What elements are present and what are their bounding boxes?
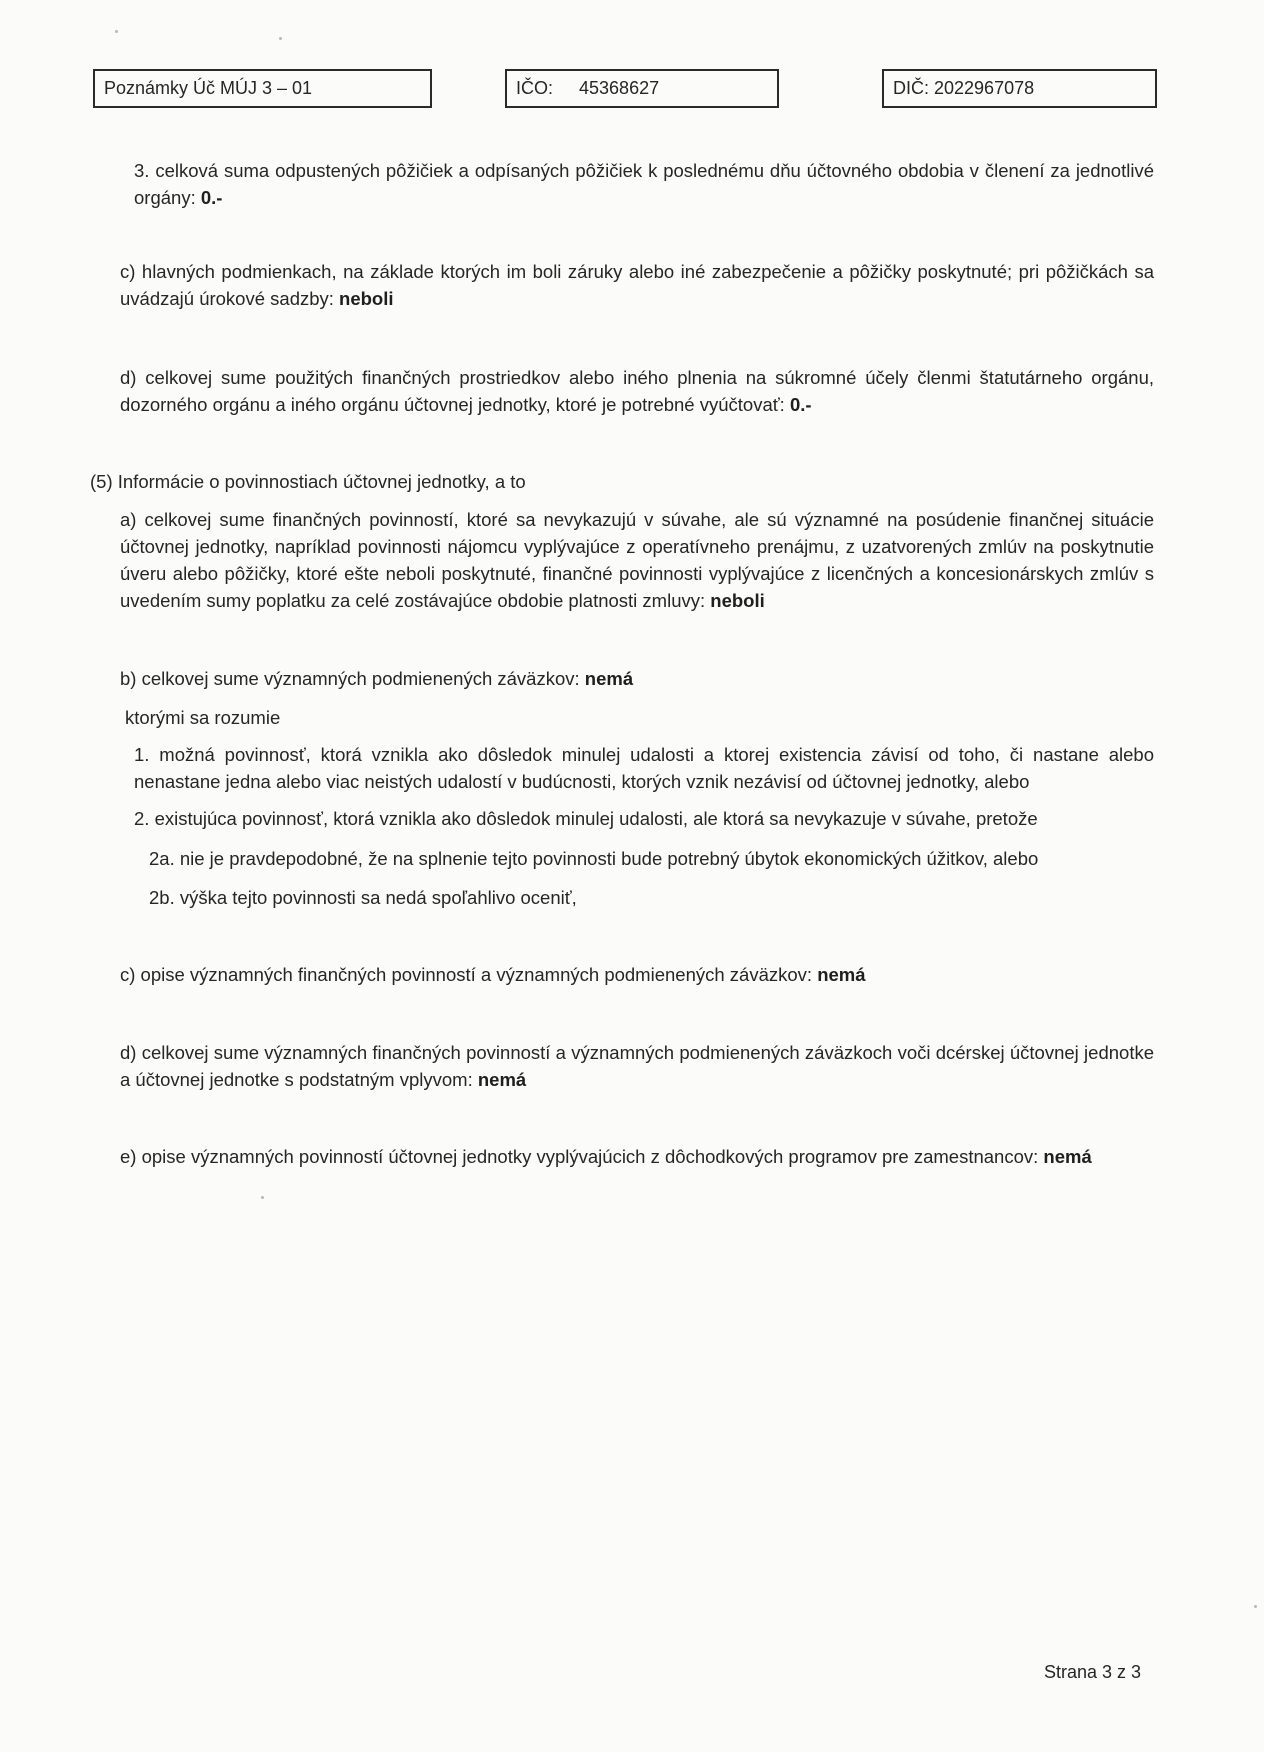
paragraph-d-private-use: d) celkovej sume použitých finančných prostriedkov alebo iného plnenia na súkromné účely členmi štatutárneho orgánu, dozorného orgánu a iného orgánu účtovnej jednotky, ktoré je potrebné vyúčtovať: 0.- [120,367,1154,415]
scan-speck [279,37,282,40]
list-item-1: 1. možná povinnosť, ktorá vznikla ako dôsledok minulej udalosti a ktorej existencia závisí od toho, či nastane alebo nenastane jedna alebo viac neistých udalostí v budúcnosti, ktorých vznik nezávisí od účtovnej jednotky, alebo [134,744,1154,792]
scan-speck [115,30,118,33]
value-5b: nemá [584,668,634,689]
header-notes: Poznámky Úč MÚJ 3 – 01 [104,78,313,98]
header-ico-label: IČO: [516,78,554,98]
paragraph-3: 3. celková suma odpustených pôžičiek a odpísaných pôžičiek k poslednému dňu účtovného obdobia v členení za jednotlivé orgány: 0.- [134,160,1154,208]
value-5c: nemá [817,964,866,985]
value-d: 0.- [789,394,812,415]
section-5-heading: (5) Informácie o povinnostiach účtovnej jednotky, a to [90,471,526,492]
header-dic-box [882,69,1157,108]
list-item-2b: 2b. výška tejto povinnosti sa nedá spoľahlivo oceniť, [149,887,577,908]
paragraph-5c: c) opise významných finančných povinností a významných podmienených záväzkov: nemá [120,964,866,985]
list-item-2: 2. existujúca povinnosť, ktorá vznikla ako dôsledok minulej udalosti, ale ktorá sa nevykazuje v súvahe, pretože [134,808,1038,829]
header-dic: DIČ: 2022967078 [893,78,1035,98]
paragraph-c-conditions: c) hlavných podmienkach, na základe ktorých im boli záruky alebo iné zabezpečenie a pôžičky poskytnuté; pri pôžičkách sa uvádzajú úrokové sadzby: neboli [120,261,1154,309]
value-3: 0.- [200,187,223,208]
value-5e: nemá [1043,1146,1092,1167]
paragraph-5b-sub: ktorými sa rozumie [125,707,281,728]
header-ico-value: 45368627 [579,78,660,98]
value-5d: nemá [477,1069,527,1090]
header-ico-box [505,69,779,108]
scan-speck [1254,1605,1257,1608]
list-item-2a: 2a. nie je pravdepodobné, že na splnenie tejto povinnosti bude potrebný úbytok ekonomických úžitkov, alebo [149,848,1039,869]
value-5a: neboli [710,590,765,611]
header-notes-box [93,69,432,108]
scan-speck [261,1196,264,1199]
paragraph-5e: e) opise významných povinností účtovnej jednotky vyplývajúcich z dôchodkových programov pre zamestnancov: nemá [120,1146,1092,1167]
paragraph-5b: b) celkovej sume významných podmienených záväzkov: nemá [120,668,634,689]
paragraph-5d: d) celkovej sume významných finančných povinností a významných podmienených záväzkoch voči dcérskej účtovnej jednotke a účtovnej jednotke s podstatným vplyvom: nemá [120,1042,1154,1090]
paragraph-5a: a) celkovej sume finančných povinností, ktoré sa nevykazujú v súvahe, ale sú významné na posúdenie finančnej situácie účtovnej jednotky, napríklad povinnosti nájomcu vyplývajúce z operatívneho prenájmu, z uzatvorených zmlúv na poskytnutie úveru alebo pôžičky, ktoré ešte neboli poskytnuté, finančné povinnosti vyplývajúce z licenčných a koncesionárskych zmlúv s uvedením sumy poplatku za celé zostávajúce obdobie platnosti zmluvy: neboli [120,509,1154,611]
value-c: neboli [339,288,394,309]
page-number: Strana 3 z 3 [1044,1662,1142,1682]
